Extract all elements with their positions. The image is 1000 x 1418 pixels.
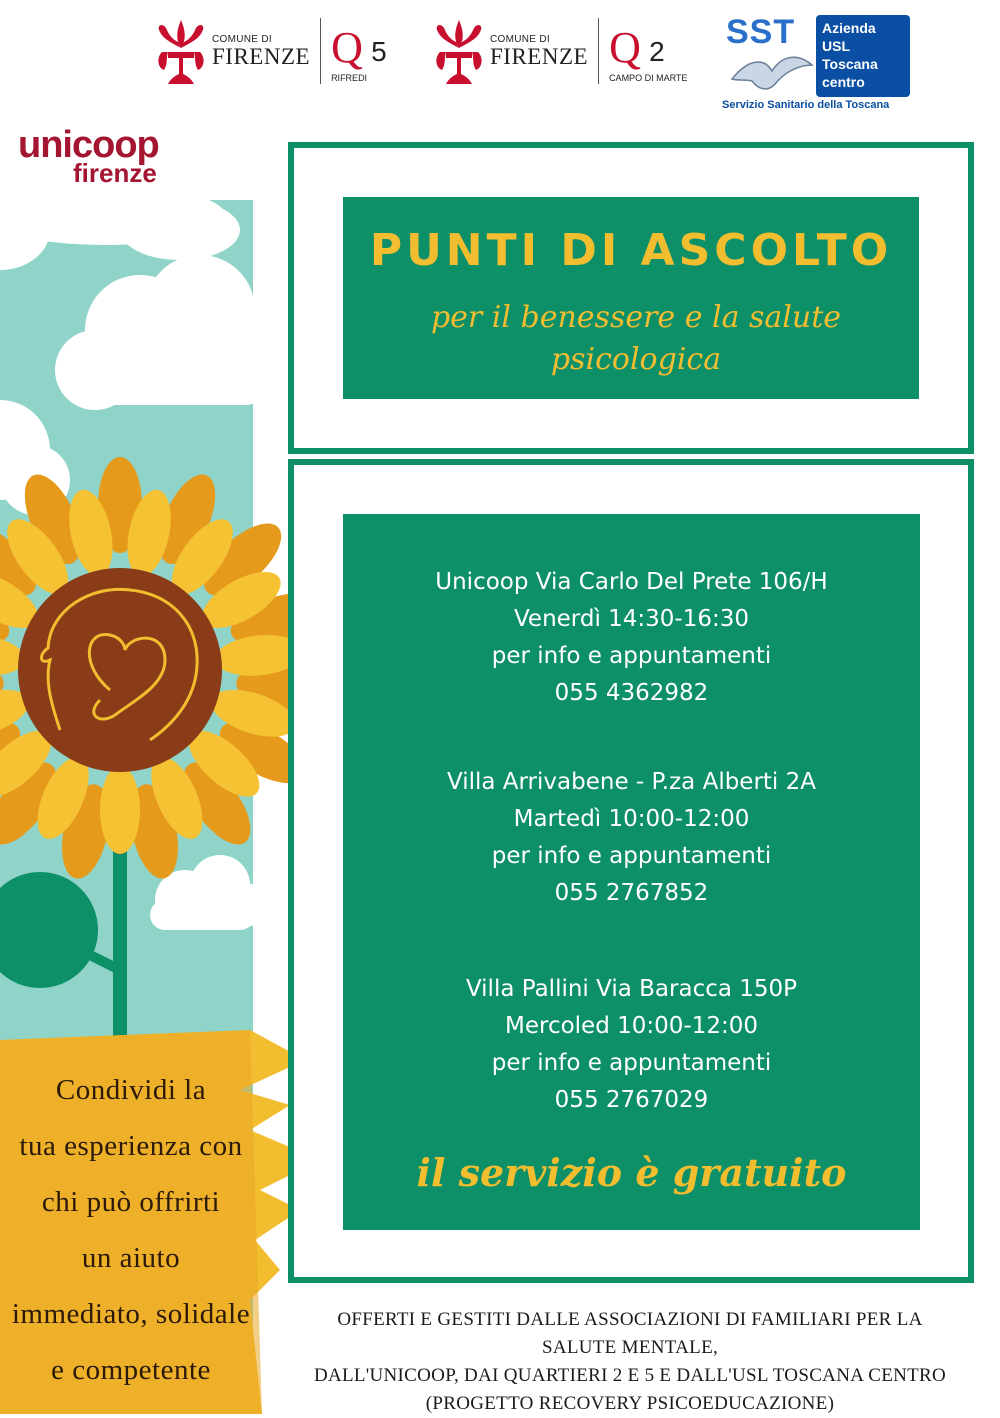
quartiere-2-logo xyxy=(609,18,699,84)
seagull-icon xyxy=(728,49,814,95)
location-place: Villa Pallini Via Baracca 150P xyxy=(465,976,798,1002)
location-info: per info e appuntamenti xyxy=(491,643,772,669)
share-line: tua esperienza con xyxy=(19,1130,243,1162)
quartiere-5-logo xyxy=(331,18,421,84)
location-place: Unicoop Via Carlo Del Prete 106/H xyxy=(435,569,828,595)
free-service-note: il servizio è gratuito xyxy=(416,1150,847,1195)
usl-toscana-logo xyxy=(722,13,912,113)
share-line: un aiuto xyxy=(81,1242,181,1274)
sst-label: SST xyxy=(726,13,796,51)
usl-box xyxy=(816,15,910,97)
logo-comune-q2 xyxy=(432,18,699,84)
location-time: Martedì 10:00-12:00 xyxy=(513,806,750,832)
q-letter: Q xyxy=(331,23,363,72)
location-block xyxy=(343,764,920,912)
comune-label: COMUNE DI xyxy=(490,33,550,45)
usl-line: centro xyxy=(822,74,865,90)
comune-label: COMUNE DI xyxy=(212,33,272,45)
page-subtitle xyxy=(373,297,899,381)
q-name: RIFREDI xyxy=(331,73,368,83)
subtitle-line: psicologica xyxy=(550,342,722,377)
location-time: Venerdì 14:30-16:30 xyxy=(513,606,750,632)
logo-comune-q5 xyxy=(154,18,421,84)
location-phone: 055 4362982 xyxy=(554,680,709,706)
q-name: CAMPO DI MARTE xyxy=(609,73,688,83)
footer-line: OFFERTI E GESTITI DALLE ASSOCIAZIONI DI FAMILIARI PER LA SALUTE MENTALE, xyxy=(337,1309,923,1358)
footer-credits xyxy=(300,1306,960,1418)
page-title: PUNTI DI ASCOLTO xyxy=(369,225,893,276)
location-block xyxy=(343,564,920,712)
title-panel xyxy=(343,197,919,399)
unicoop-logo xyxy=(18,124,159,189)
q-letter: Q xyxy=(609,23,641,72)
florence-lily-icon xyxy=(432,18,486,84)
unicoop-line2: firenze xyxy=(73,158,157,189)
location-phone: 055 2767852 xyxy=(554,880,709,906)
share-line: chi può offrirti xyxy=(41,1186,221,1218)
location-phone: 055 2767029 xyxy=(554,1087,709,1113)
florence-lily-icon xyxy=(154,18,208,84)
q-number: 2 xyxy=(649,36,665,67)
location-block xyxy=(343,971,920,1119)
unicoop-line1: unicoop xyxy=(18,124,159,166)
footer-line: (PROGETTO RECOVERY PSICOEDUCAZIONE) xyxy=(425,1393,835,1414)
location-time: Mercoled 10:00-12:00 xyxy=(505,1013,758,1039)
usl-line: Toscana xyxy=(822,56,878,72)
info-panel xyxy=(343,514,920,1230)
share-line: immediato, solidale xyxy=(11,1298,251,1330)
share-line: Condividi la xyxy=(55,1074,207,1106)
comune-name: FIRENZE xyxy=(212,43,311,69)
q-number: 5 xyxy=(371,36,387,67)
share-line: e competente xyxy=(51,1354,211,1386)
location-place: Villa Arrivabene - P.za Alberti 2A xyxy=(446,769,817,795)
usl-line: Azienda xyxy=(822,20,876,36)
location-info: per info e appuntamenti xyxy=(491,1050,772,1076)
divider xyxy=(320,18,321,84)
footer-line: DALL'UNICOOP, DAI QUARTIERI 2 E 5 E DALL'USL TOSCANA CENTRO xyxy=(313,1365,947,1386)
subtitle-line: per il benessere e la salute xyxy=(430,300,842,335)
comune-name: FIRENZE xyxy=(490,43,589,69)
usl-line: USL xyxy=(822,38,850,54)
location-info: per info e appuntamenti xyxy=(491,843,772,869)
share-experience-text xyxy=(0,1062,262,1398)
divider xyxy=(598,18,599,84)
usl-subtitle: Servizio Sanitario della Toscana xyxy=(722,99,890,111)
